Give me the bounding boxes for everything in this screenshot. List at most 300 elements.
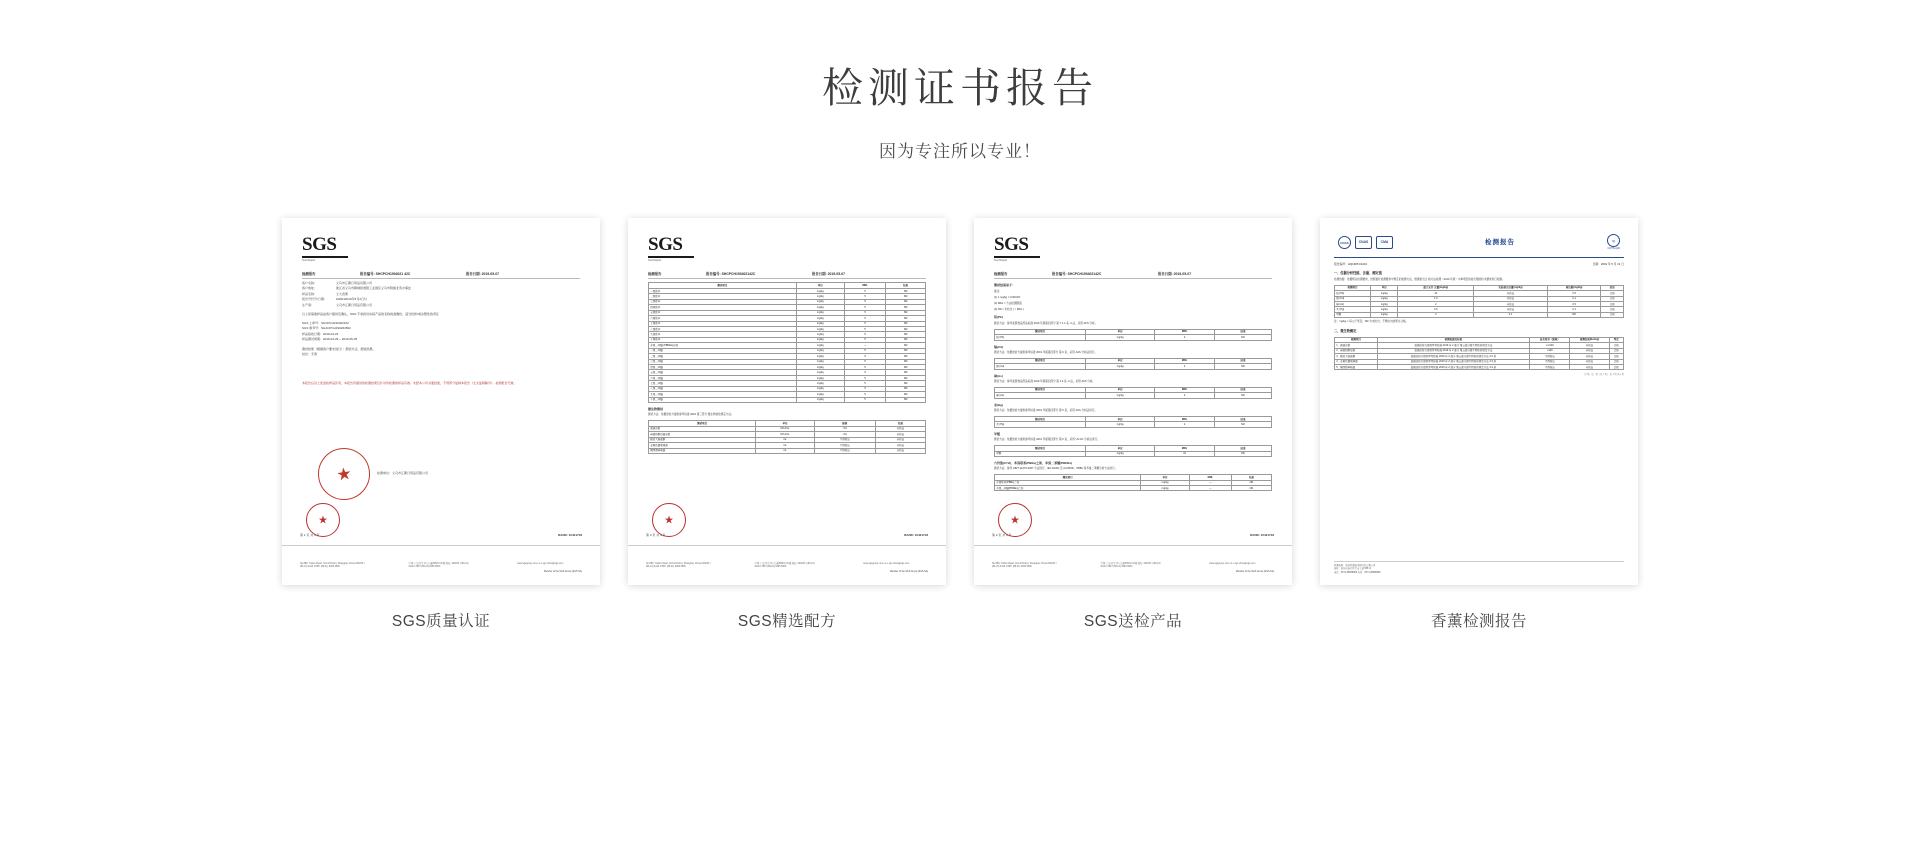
- table-cell: ND: [886, 392, 926, 397]
- analyte-method: 测试方法：依据送检方提供参考标准 2019 年版第四部分 第 5 条，采用 AAS 分析法进行。: [994, 409, 1098, 413]
- footer-member: Member of the SGS Group (SGS SA): [543, 571, 582, 574]
- cnas-badge-icon-2: CNAS: [1355, 236, 1372, 249]
- table-cell: 五溴二苯醚: [649, 370, 797, 375]
- table-cell: 未检出: [1474, 301, 1548, 306]
- table-cell: mg/kg: [796, 316, 844, 321]
- table-row: [995, 451, 1272, 456]
- analyte-title: 汞(Hg): [994, 402, 1003, 407]
- table-cell: mg/kg: [796, 305, 844, 310]
- table-cell: mg/kg: [796, 370, 844, 375]
- table-cell: —: [1189, 486, 1231, 491]
- analyte-table: [994, 329, 1272, 341]
- certificate-caption-4: 香薰检测报告: [1430, 613, 1527, 631]
- footer-col: 中国·上海·徐汇区宜山路889号3号楼 邮编: 200233 t (86-21) 6140 1788 f (86-21) 6495 6500: [408, 563, 469, 569]
- page-indicator: 第 3 页 共 4 页: [646, 533, 666, 538]
- table-cell: 未检出: [876, 448, 926, 453]
- table-cell: ND: [886, 332, 926, 337]
- table-cell: 十溴联苯: [649, 337, 797, 342]
- table-cell: 铅 (Pb): [1335, 291, 1371, 296]
- table-cell: 依据送检方提供参考标准 2019 年 2 部分 第五部分微生物检验规定方法 3.3 条: [1377, 359, 1530, 364]
- table-cell: ND: [886, 359, 926, 364]
- col-header: 测试项目: [995, 416, 1086, 421]
- report-number: 报告编号: SHCPCH190402142C: [1052, 271, 1102, 276]
- table-cell: 一溴联苯: [649, 288, 797, 293]
- field-key: 样品名称：: [302, 291, 318, 296]
- analyte-title: 甲醛: [994, 431, 1001, 436]
- report-date: 报告日期: 2019-05-07: [812, 271, 845, 276]
- table-cell: mg/kg: [1141, 480, 1190, 485]
- table-cell: 不得检出: [1530, 354, 1570, 359]
- table-cell: mg/kg: [796, 310, 844, 315]
- analyte-method: 测试方法：参考美国食品药品标准 2019 年版第四部分 第 1.2 条 -2 法，采用 AFS 分析。: [994, 379, 1096, 383]
- table-cell: ND: [1214, 393, 1271, 398]
- col-header: MDL: [1155, 358, 1215, 363]
- table-cell: mg/kg: [1085, 335, 1154, 340]
- page-indicator: 第 1 页 共 4 页: [300, 533, 320, 538]
- table-cell: 2: [1398, 301, 1474, 306]
- table-cell: 砷 (As): [995, 393, 1086, 398]
- col-header: 判定: [1609, 337, 1623, 342]
- col-header: 限值: [814, 421, 875, 426]
- col-header: MDL: [1189, 475, 1231, 480]
- table-cell: mg/kg: [796, 332, 844, 337]
- table-cell: mg/kg: [796, 299, 844, 304]
- table-cell: 汞 (Hg): [1335, 307, 1371, 312]
- col-header: 结果: [1214, 446, 1271, 451]
- table-cell: 菌落总数: [649, 426, 756, 431]
- analyte-method: 测试方法：依据送检方提供参考标准 2019 年版第四部分 第 9 条，采用 AAS 分析法进行。: [994, 350, 1098, 354]
- footer-member: Member of the SGS Group (SGS SA): [1235, 571, 1274, 574]
- table-cell: ND: [886, 343, 926, 348]
- col-header: 测试项目: [995, 329, 1086, 334]
- table-cell: mg/kg: [796, 337, 844, 342]
- table-cell: 十溴二苯醚: [649, 397, 797, 402]
- certificate-image-1[interactable]: [282, 218, 600, 585]
- col-header: 结果: [876, 421, 926, 426]
- col-header: MDL: [844, 283, 886, 288]
- table-cell: 依据送检方提供参考标准 2019 年 2 部分 第五部分微生物检验规定方法: [1377, 343, 1530, 348]
- sgs-document-3: [974, 218, 1292, 585]
- col-header: 测试项目: [995, 475, 1141, 480]
- col-header: 检测依据及标准: [1377, 337, 1530, 342]
- cma-section1-title: 一、仪器分析性能、含量、测定值: [1334, 271, 1382, 276]
- report-label: 检测报告: [302, 271, 316, 276]
- table-cell: mg/kg: [796, 348, 844, 353]
- table-cell: 霉菌和酵母菌总数: [649, 432, 756, 437]
- cma-section2-title: 二、微生物测定: [1334, 329, 1357, 334]
- certificate-item-1[interactable]: [282, 218, 600, 631]
- table-cell: 未检出: [1474, 296, 1548, 301]
- table-cell: mg/kg: [796, 288, 844, 293]
- star-icon: ★: [318, 514, 328, 525]
- micro-section-method: 测试方法：依据送检方提供参考标准 2019 第三部分 微生物检验规定方法。: [648, 413, 734, 417]
- table-cell: ND: [1231, 480, 1271, 485]
- analyte-method: 测试方法：依据送检方提供参考标准 2019 年版第四部分 第 6 条，采用 UV-Vis 分析法进行。: [994, 438, 1100, 442]
- col-header: MDL: [1155, 416, 1215, 421]
- table-cell: 镉 (Cd): [1335, 296, 1371, 301]
- table-cell: ND: [1547, 312, 1601, 317]
- table-cell: ND: [886, 294, 926, 299]
- table-cell: mg/kg: [796, 392, 844, 397]
- table-row: [995, 393, 1272, 398]
- field-key: 客户地址：: [302, 286, 318, 291]
- results-intro-title: 测试结果单于：: [994, 283, 1016, 288]
- table-cell: 合格: [1601, 291, 1624, 296]
- table-cell: 合格: [1601, 296, 1624, 301]
- table-cell: 不得检出: [1530, 364, 1570, 369]
- sgs-logo-sub: Test Report: [648, 258, 662, 262]
- col-header: MDL: [1155, 329, 1215, 334]
- table-cell: 三溴二苯醚: [649, 359, 797, 364]
- table-cell: ND: [1214, 335, 1271, 340]
- table-cell: 未检出: [876, 443, 926, 448]
- cma-footer: [1334, 561, 1624, 575]
- report-codes: [302, 321, 580, 342]
- footer-col: No.889, Yishan Road, Xuhui District, Shanghai, China 200233 t (86-21) 6140 1788 f (86-21) 6495 6500: [646, 563, 711, 569]
- table-cell: 三溴联苯: [649, 299, 797, 304]
- col-header: 测试项目: [995, 358, 1086, 363]
- table-cell: 四溴联苯: [649, 305, 797, 310]
- table-cell: 2: [1155, 393, 1215, 398]
- table-cell: mg/kg: [796, 321, 844, 326]
- table-cell: mg/kg: [1371, 301, 1398, 306]
- analyte-title: 铅(Pb): [994, 315, 1003, 320]
- table-cell: 未检出: [1570, 354, 1609, 359]
- table-cell: 未检出: [1570, 359, 1609, 364]
- table-cell: 依据送检方提供参考标准 2019 年 2 部分 第五部分微生物检验规定方法 3.4 条: [1377, 364, 1530, 369]
- footer-line: 电话：0571-88888888 传真：0571-88888866: [1334, 571, 1381, 574]
- certificate-image-2[interactable]: [628, 218, 946, 585]
- field-key: 客户名称：: [302, 280, 318, 285]
- table-cell: 5: [844, 332, 886, 337]
- table-cell: 10: [1155, 451, 1215, 456]
- table-cell: 合格: [1601, 307, 1624, 312]
- report-label: 检测报告: [994, 271, 1008, 276]
- col-header: 单位: [796, 283, 844, 288]
- table-cell: 镉 (Cd): [995, 364, 1086, 369]
- cma-issuer: [1607, 234, 1620, 251]
- col-header: 测试项目: [649, 421, 756, 426]
- table-cell: 未检出: [1570, 343, 1609, 348]
- footer-line: 检测机构：杭州检测技术研究院有限公司: [1334, 564, 1376, 567]
- code-line: SGS 参考号：SHACPCH190204502: [302, 326, 351, 331]
- table-cell: 10: [1398, 291, 1474, 296]
- table-cell: 2、霉菌和酵母菌: [1335, 348, 1378, 353]
- field-value: 浙江省义乌市稠城街道银工业园区义乌市附属北苑办事处: [336, 286, 412, 291]
- table-cell: ND: [886, 348, 926, 353]
- col-header: 结果: [1231, 475, 1271, 480]
- footer-col: www.sgsgroup.com.cn e sgs.china@sgs.com: [863, 563, 910, 566]
- sgs-document-1: [282, 218, 600, 585]
- analyte-table: [994, 445, 1272, 457]
- field-value: 义乌市汇趣日用品有限公司: [336, 302, 373, 307]
- cma-header: [1334, 232, 1624, 258]
- accreditation-badges: [1338, 236, 1393, 249]
- pbb-section-title: 六价铬(CrVI)、多溴联苯(PBBs)之和、多溴二苯醚(PBDEs): [994, 460, 1073, 465]
- table-cell: mg/kg: [1085, 393, 1154, 398]
- document-footer: [974, 545, 1292, 585]
- microbiology-table-cma: [1334, 337, 1624, 371]
- col-header: 单位: [1085, 329, 1154, 334]
- star-icon: ★: [664, 514, 674, 525]
- report-summary: 以上是基准样品由客户提供及确认，SGS 不承担该实际产品的名称的准确性、适当性和/或完整性的责任: [302, 312, 440, 317]
- footer-col: www.sgsgroup.com.cn e sgs.china@sgs.com: [517, 563, 564, 566]
- table-cell: mg/kg: [796, 326, 844, 331]
- table-cell: 2: [1398, 312, 1474, 317]
- table-cell: 七溴联苯: [649, 321, 797, 326]
- table-cell: CFU/mL: [756, 432, 814, 437]
- table-cell: 5: [844, 375, 886, 380]
- col-header: MDL: [1155, 387, 1215, 392]
- certificate-image-4[interactable]: [1320, 218, 1638, 585]
- table-cell: 未检出: [1474, 291, 1548, 296]
- table-cell: ND: [1214, 364, 1271, 369]
- microbiology-table: [648, 420, 926, 454]
- table-cell: mg/kg: [796, 397, 844, 402]
- report-red-note: 本报告仅对上述送检样品负责，本报告所提供的检测结果仅针对所检测的样品有效。未经本公司书面批准，不得部分复制本报告（全文复制除外）。检测报告无效。: [302, 380, 517, 385]
- table-cell: 1.0: [1398, 296, 1474, 301]
- table-cell: mg/kg: [1085, 364, 1154, 369]
- table-cell: 5: [844, 326, 886, 331]
- table-cell: 0.1: [1547, 307, 1601, 312]
- table-cell: 金黄色葡萄球菌: [649, 443, 756, 448]
- table-cell: ND: [886, 321, 926, 326]
- certificate-image-3[interactable]: [974, 218, 1292, 585]
- table-cell: 甲醛: [1335, 312, 1371, 317]
- table-cell: mL: [756, 448, 814, 453]
- table-cell: 合格: [1609, 348, 1623, 353]
- table-cell: 多溴联苯(PBBs)之和: [995, 480, 1141, 485]
- cnas-badge-icon: CNAS: [1338, 236, 1351, 249]
- table-cell: mg/kg: [796, 386, 844, 391]
- table-cell: —: [844, 343, 886, 348]
- col-header: 测试项目: [995, 387, 1086, 392]
- table-cell: ≤1,000: [1530, 343, 1570, 348]
- report-fields: [302, 281, 580, 307]
- col-header: 结论: [1601, 285, 1624, 290]
- certificate-gallery: [0, 218, 1920, 631]
- table-cell: mL: [756, 443, 814, 448]
- analyte-blocks: [994, 315, 1272, 457]
- col-header: 测试项目: [995, 446, 1086, 451]
- analyte-method: 测试方法：参考美国食品药品标准 2019 年版第四部分 第 7.1.4 条 -2 法，采用 AFS 分析。: [994, 321, 1098, 325]
- report-meta-row: [648, 272, 926, 280]
- table-cell: mg/kg: [796, 381, 844, 386]
- col-header: 单位: [1085, 416, 1154, 421]
- table-cell: ND: [1214, 422, 1271, 427]
- document-footer: [282, 545, 600, 585]
- table-cell: 未检出: [1474, 307, 1548, 312]
- table-cell: mg/kg: [1371, 291, 1398, 296]
- table-cell: 2: [1155, 335, 1215, 340]
- field-key: 报告号代号/日期：: [302, 297, 327, 302]
- field-key: 生产商：: [302, 302, 315, 307]
- sgs-logo-sub: Test Report: [994, 258, 1008, 262]
- footer-col: No.889, Yishan Road, Xuhui District, Shanghai, China 200233 t (86-21) 6140 1788 f (86-21) 6495 6500: [992, 563, 1057, 569]
- table-cell: 未检出: [1570, 348, 1609, 353]
- field-value: 义乌市汇趣日用品有限公司: [336, 280, 373, 285]
- pbb-section-method: 测试方法：参考 GB/T 21276-2007 方法进行；IEC 62321 及 GC/MSD、PBBs 和多溴二苯醚分析方法进行。: [994, 467, 1118, 471]
- table-cell: 未检出: [876, 432, 926, 437]
- footer-col: No.889, Yishan Road, Xuhui District, Shanghai, China 200233 t (86-21) 6140 1788 f (86-21) 6495 6500: [300, 563, 365, 569]
- report-label: 检测报告: [648, 271, 662, 276]
- table-cell: 5: [844, 392, 886, 397]
- col-header: 最大允许 含量(mg/kg): [1398, 285, 1474, 290]
- table-cell: mg/kg: [1085, 451, 1154, 456]
- report-footer-row: [992, 533, 1274, 537]
- results-note-line: 备注：: [994, 289, 1002, 293]
- table-cell: 0.5: [1398, 307, 1474, 312]
- footer-member: Member of the SGS Group (SGS SA): [889, 571, 928, 574]
- col-header: 检测结果(Eu/mg): [1570, 337, 1609, 342]
- table-cell: mg/kg: [796, 365, 844, 370]
- table-cell: 合格: [1609, 359, 1623, 364]
- report-meta-row: [994, 272, 1272, 280]
- table-row: [995, 364, 1272, 369]
- report-result-line: 结论：无毒: [302, 352, 318, 357]
- table-cell: 5: [844, 381, 886, 386]
- table-row: [1335, 364, 1624, 369]
- table-cell: 5: [844, 365, 886, 370]
- star-icon: ★: [335, 465, 353, 484]
- table-cell: 六溴联苯: [649, 316, 797, 321]
- table-cell: mg/kg: [1371, 312, 1398, 317]
- col-header: 检测项目: [1335, 285, 1371, 290]
- code-line: SGS 上单号：SHCPCH190402162: [302, 320, 349, 325]
- table-cell: 不得检出: [814, 448, 875, 453]
- col-header: 结果: [1214, 358, 1271, 363]
- col-header: 单位: [1085, 387, 1154, 392]
- table-cell: 二溴联苯: [649, 294, 797, 299]
- table-cell: ND: [886, 354, 926, 359]
- code-line: 样品接收日期：2019-04-23: [302, 331, 339, 336]
- analyte-table: [994, 387, 1272, 399]
- sgs-document-2: [628, 218, 946, 585]
- table-cell: 3、耐热大肠菌群: [1335, 354, 1378, 359]
- table-cell: 砷 (As): [1335, 301, 1371, 306]
- col-header: 单位: [1141, 475, 1190, 480]
- table-cell: 二溴二苯醚: [649, 354, 797, 359]
- col-header: MDL: [1155, 446, 1215, 451]
- table-cell: 5: [844, 288, 886, 293]
- table-cell: 5: [844, 299, 886, 304]
- table-cell: 合格: [1609, 354, 1623, 359]
- table-cell: 依据送检方提供参考标准 2019 年 2 部分 第五部分微生物检验规定方法: [1377, 348, 1530, 353]
- col-header: 检出限(mg/kg): [1547, 285, 1601, 290]
- table-cell: 六溴二苯醚: [649, 375, 797, 380]
- table-cell: 5: [844, 348, 886, 353]
- col-header: 结果: [1214, 416, 1271, 421]
- table-cell: ND: [886, 316, 926, 321]
- rand-code: RAND: 10421718: [1250, 533, 1274, 538]
- table-cell: —: [1189, 480, 1231, 485]
- table-cell: ND: [886, 326, 926, 331]
- table-cell: mg/kg: [796, 359, 844, 364]
- col-header: 单位: [1085, 358, 1154, 363]
- report-footer-row: [300, 533, 582, 537]
- col-header: 单位: [1371, 285, 1398, 290]
- table-cell: 5: [844, 397, 886, 402]
- table-cell: 汞 (Hg): [995, 422, 1086, 427]
- table-cell: ND: [886, 381, 926, 386]
- table-cell: mg/kg: [796, 375, 844, 380]
- table-cell: 合格: [1601, 312, 1624, 317]
- col-header: 测试项目: [649, 283, 797, 288]
- table-row: [995, 486, 1272, 491]
- document-footer: [628, 545, 946, 585]
- table-cell: 五溴联苯: [649, 310, 797, 315]
- table-cell: ND: [1231, 486, 1271, 491]
- table-row: [995, 422, 1272, 427]
- table-cell: 多溴二苯醚(PBDEs)之和: [995, 486, 1141, 491]
- report-date: 报告日期: 2019-05-07: [1158, 271, 1191, 276]
- sgs-logo: SGS: [994, 234, 1029, 256]
- table-cell: 多溴二苯醚 (PBDEs)总和: [649, 343, 797, 348]
- table-cell: <10: [814, 426, 875, 431]
- cma-section1-note: 检测依据：依据相关检测要求，按照委托检测要求中规定的检测方法，根据检出合 格方法检测（2019 年版）中单项目的检出限的技术要求进行检测。: [1334, 277, 1505, 281]
- table-cell: 合格: [1601, 301, 1624, 306]
- code-line: 样品测试周期：2019-04-29 ~ 2019-05-05: [302, 337, 358, 342]
- table-cell: mL: [756, 437, 814, 442]
- certificate-caption-2: SGS精选配方: [737, 613, 837, 631]
- table-cell: 5: [844, 370, 886, 375]
- sgs-logo-rule: [994, 256, 1040, 258]
- table-cell: 5: [844, 316, 886, 321]
- pbb-summary-table: [994, 474, 1272, 491]
- star-icon: ★: [1010, 514, 1020, 525]
- micro-section-title: 微生物测试: [648, 407, 664, 412]
- page-subtitle: 因为专注所以专业！: [879, 142, 1041, 162]
- table-cell: 5、铜绿假单胞菌: [1335, 364, 1378, 369]
- table-cell: 七溴二苯醚: [649, 381, 797, 386]
- col-header: 检测项目: [1335, 337, 1378, 342]
- certificate-item-4[interactable]: [1320, 218, 1638, 631]
- report-footer-row: [646, 533, 928, 537]
- table-cell: 2: [1155, 364, 1215, 369]
- table-cell: 合格: [1609, 343, 1623, 348]
- table-cell: 5: [844, 354, 886, 359]
- table-cell: ND: [886, 337, 926, 342]
- table-cell: 铅 (Pb): [995, 335, 1086, 340]
- table-cell: 一溴二苯醚: [649, 348, 797, 353]
- certificate-item-3[interactable]: [974, 218, 1292, 631]
- table-cell: mg/kg: [1141, 486, 1190, 491]
- report-number: 报告编号: SHCPCH1904021 42C: [360, 271, 411, 276]
- field-value: ZH0012019年5月2日付: [336, 297, 368, 302]
- certificate-caption-1: SGS质量认证: [391, 613, 491, 631]
- certificate-item-2[interactable]: [628, 218, 946, 631]
- table-cell: 5: [844, 321, 886, 326]
- analyte-table: [994, 358, 1272, 370]
- table-cell: mg/kg: [796, 354, 844, 359]
- table-cell: 5: [844, 310, 886, 315]
- rand-code: RAND: 10421718: [904, 533, 928, 538]
- col-header: 结果: [1214, 387, 1271, 392]
- page-title: 检测证书报告: [822, 65, 1098, 111]
- table-cell: ND: [886, 299, 926, 304]
- heavy-metals-table: [1334, 285, 1624, 319]
- table-cell: ND: [886, 288, 926, 293]
- table-row: [1335, 312, 1624, 317]
- table1-footnote: 注：mg/kg = 每公斤毫克；ND 为未检出；不得检出结果为合格。: [1334, 320, 1409, 324]
- table-cell: 5: [844, 294, 886, 299]
- report-date: 报告日期: 2019-05-07: [466, 271, 499, 276]
- cma-report-no: 报告编号：HQ1905 01431: [1334, 262, 1367, 267]
- cma-document: [1320, 218, 1638, 585]
- table-row: [649, 448, 926, 453]
- field-value: 义大香薰: [336, 291, 349, 296]
- table-cell: 八溴二苯醚: [649, 386, 797, 391]
